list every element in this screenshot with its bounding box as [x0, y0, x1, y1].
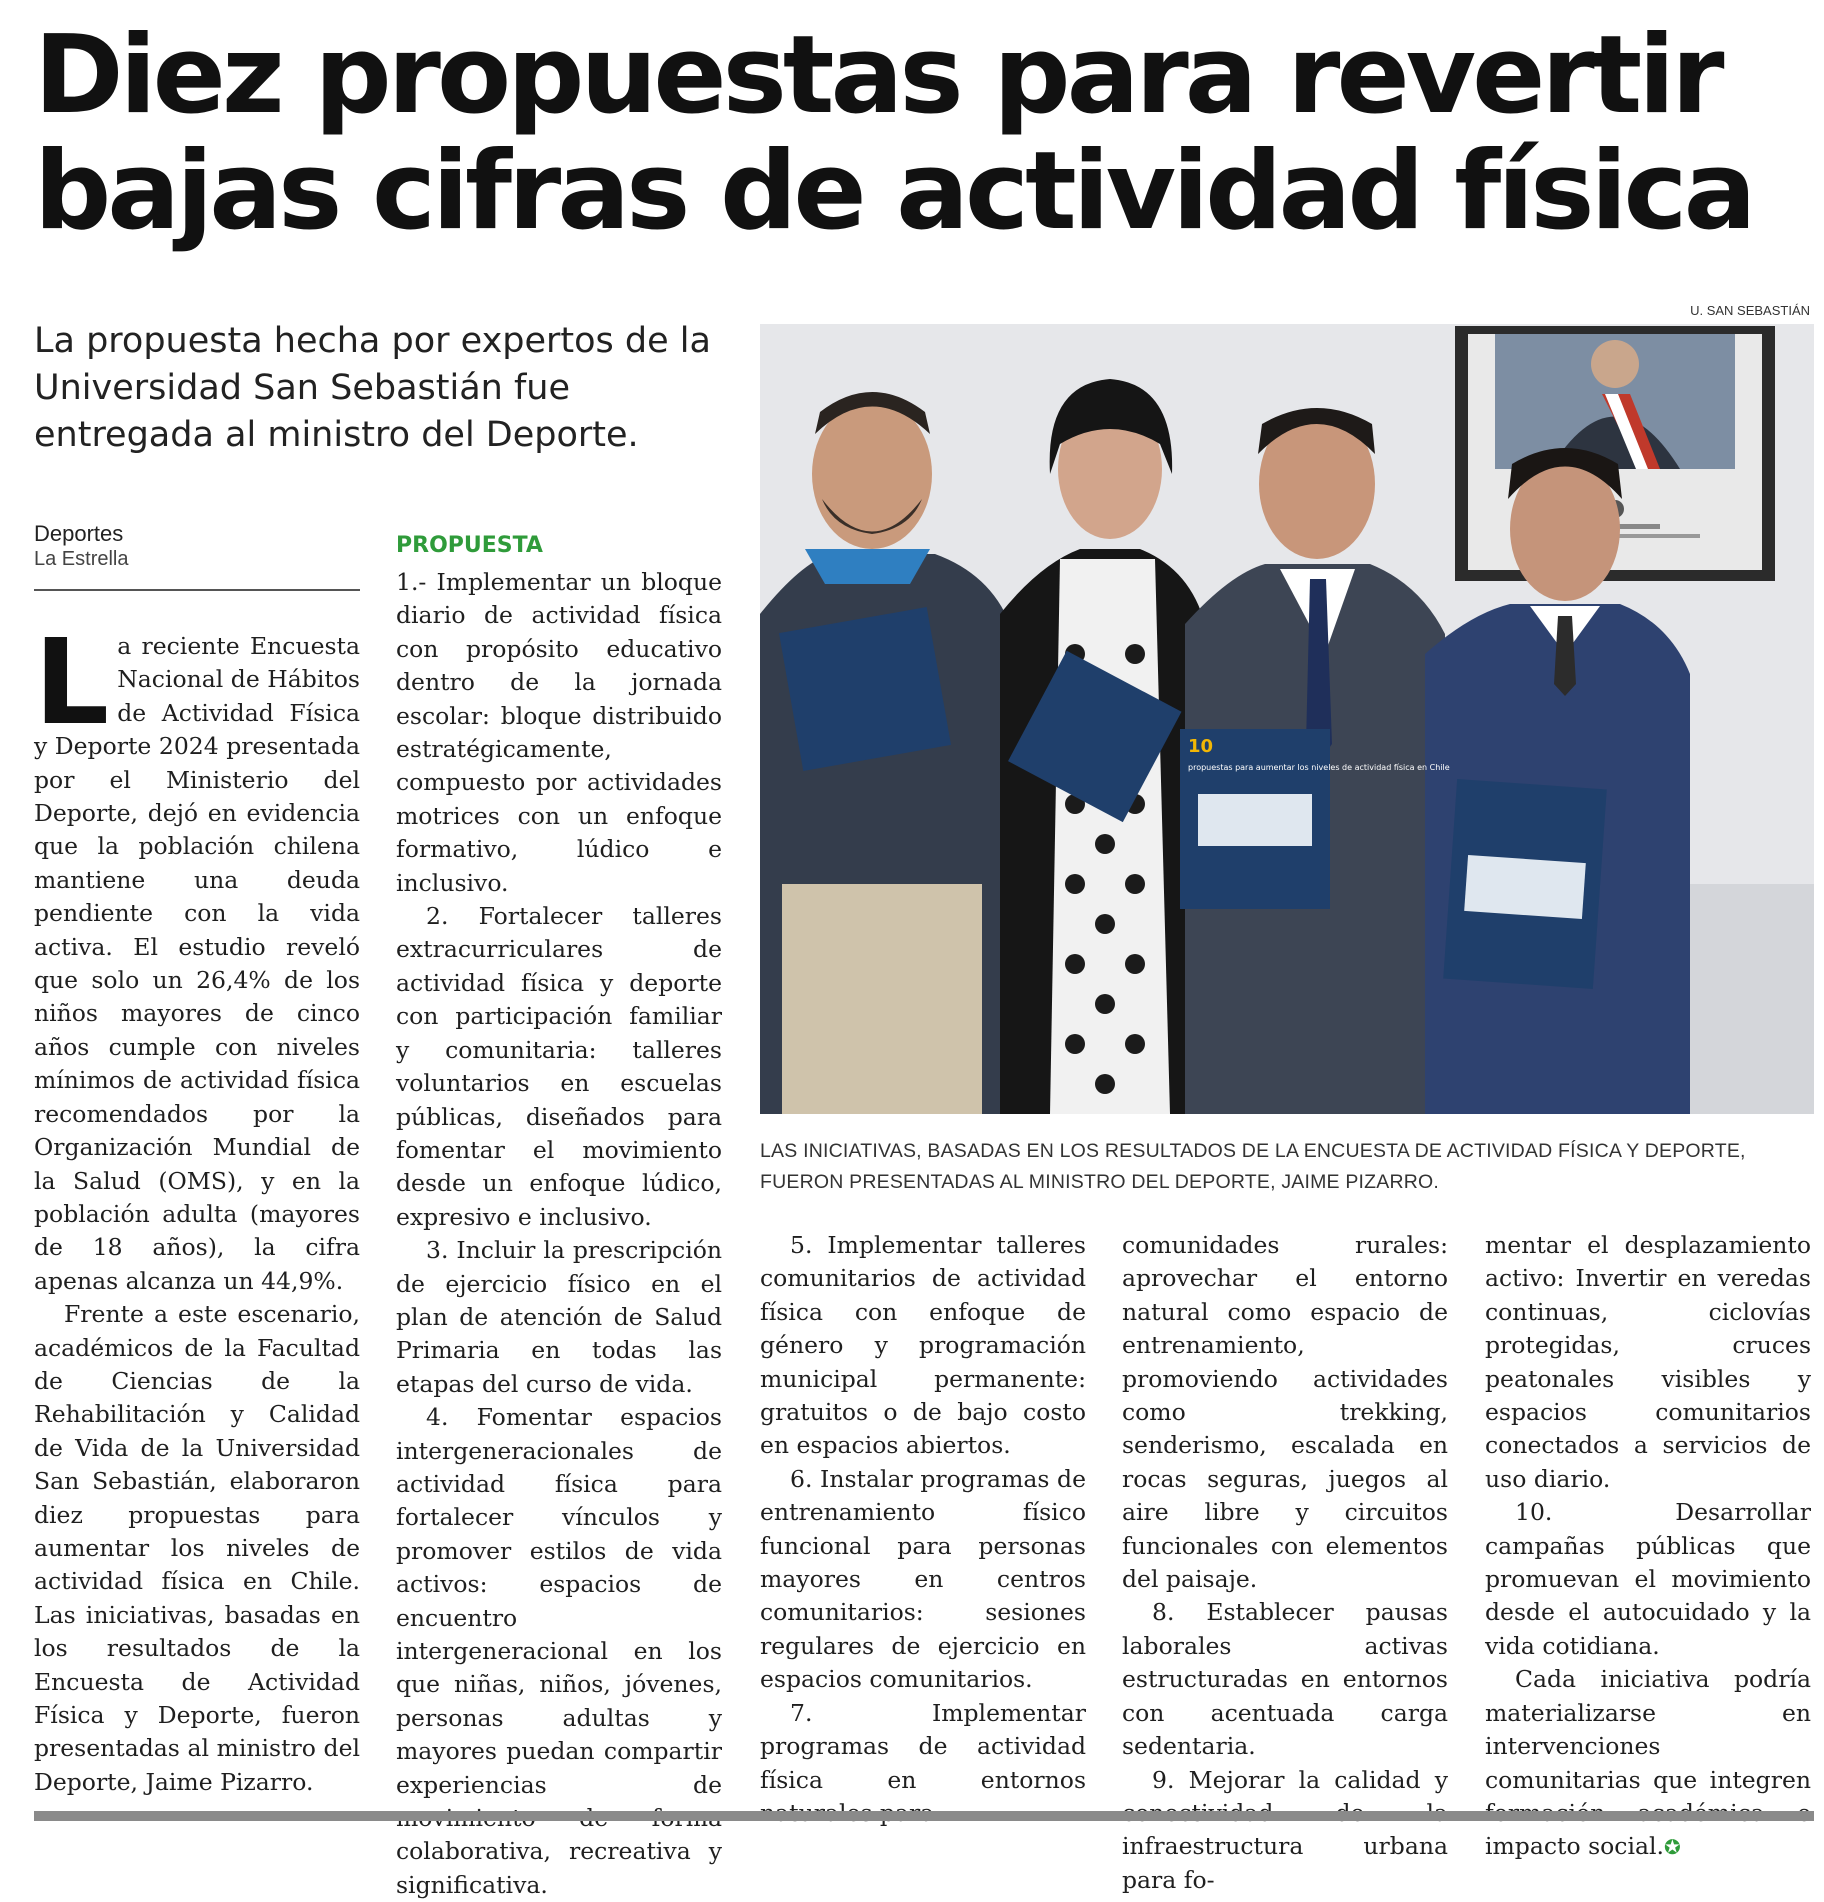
book-number: 10 [1188, 736, 1214, 757]
proposal-6: 6. Instalar programas de entrenamiento físico funcional para personas mayores en centros comunitarios: sesiones regulares de ejercicio en espacios comunitarios. [760, 1464, 1086, 1694]
proposal-2: 2. Fortalecer talleres extracurriculares de actividad física y deporte con participación familiar y comunitaria: talleres voluntarios en escuelas públicas, diseñados para fomentar el movimiento desde un enfoque lúdico, expresivo e inclusivo. [396, 902, 722, 1231]
body-column-2 [396, 566, 722, 1902]
closing-paragraph: Cada iniciativa podría materializarse en intervenciones comunitarias que integren impacto social.✪ [1485, 1665, 1811, 1861]
headline [34, 13, 1794, 254]
proposal-5: 5. Implementar talleres comunitarios de actividad física con enfoque de género y programación municipal permanente: gratuitos o de bajo costo en espacios abiertos. [760, 1231, 1086, 1460]
byline-divider [34, 589, 360, 591]
proposal-9-continued: mentar el desplazamiento activo: Invertir en veredas continuas, ciclovías protegidas, cruces peatonales visibles y espacios comunitarios conectados a servicios de uso diario. [1485, 1231, 1811, 1493]
proposal-10: 10. Desarrollar campañas públicas que promuevan el movimiento desde el autocuidado y la vida cotidiana. [1485, 1498, 1811, 1660]
news-photo [760, 324, 1814, 1114]
bottom-rule [34, 1811, 1814, 1821]
body-paragraph-1: La reciente Encuesta Nacional de Hábitos de Actividad Física y Deporte 2024 presentada por el Ministerio del Deporte, dejó en evidencia que la población chilena mantiene una deuda pendiente con la vida activa. El estudio reveló que solo un 26,4% de los niños mayores de cinco años cumple con niveles mínimos de actividad física recomendados por la Organización Mundial de la Salud (OMS), y en la población adulta (mayores de 18 años), la cifra apenas alcanza un 44,9%. [34, 613, 360, 1295]
proposal-9: 9. Mejorar la calidad y infraestructura urbana para fo- [1122, 1765, 1448, 1894]
proposal-8: 8. Establecer pausas laborales activas estructuradas en entornos con acentuada carga sedentaria. [1122, 1598, 1448, 1761]
deck: La propuesta hecha por expertos de la Universidad San Sebastián fue entregada al ministro del Deporte. [34, 321, 711, 455]
body-column-3 [760, 1229, 1086, 1830]
photo-caption-line-1: LAS INICIATIVAS, BASADAS EN LOS RESULTADOS DE LA ENCUESTA DE ACTIVIDAD FÍSICA Y DEPORTE, [760, 1140, 1746, 1162]
proposal-3: 3. Incluir la prescripción de ejercicio físico en el plan de atención de Salud Primaria en todas las etapas del curso de vida. [396, 1236, 722, 1398]
proposal-4: 4. Fomentar espacios intergeneracionales de actividad física para fortalecer vínculos y promover estilos de vida activos: espacios de encuentro intergeneracional en los que niñas, niños, jóvenes, personas adultas y mayores puedan compartir experiencias de colaborativa, recreativa y significativa. [396, 1403, 722, 1899]
body-column-5 [1485, 1229, 1811, 1865]
body-column-4 [1122, 1229, 1448, 1897]
photo-caption-line-2: FUERON PRESENTADAS AL MINISTRO DEL DEPORTE, JAIME PIZARRO. [760, 1171, 1440, 1193]
photo-credit: U. SAN SEBASTIÁN [1690, 303, 1810, 318]
photo-illustration [760, 324, 1814, 1114]
body-paragraph-2: Frente a este escenario, académicos de la Facultad de Ciencias de la Rehabilitación y Calidad de Vida de la Universidad San Sebastián, elaboraron diez propuestas para aumentar los niveles de actividad física en Chile. Las iniciativas, basadas en los resultados de la Encuesta de Actividad Física y Deporte, fueron presentadas al ministro del Deporte, Jaime Pizarro. [34, 1300, 360, 1796]
proposals-kicker: PROPUESTA [396, 533, 543, 558]
byline-section: Deportes [34, 521, 124, 546]
headline-line-2: bajas cifras de actividad física [34, 129, 1753, 254]
body-column-1 [34, 613, 360, 1799]
byline [34, 520, 360, 571]
end-mark-icon: ✪ [1663, 1835, 1681, 1860]
proposal-1: 1.- Implementar un bloque diario de actividad física con propósito educativo dentro de la jornada escolar: bloque distribuido estratégicamente, compuesto por actividades motrices con un enfoque formativo, lúdico e inclusivo. [396, 568, 722, 897]
proposal-7: 7. Implementar programas de actividad física en entornos [760, 1698, 1086, 1794]
dropcap: L [34, 613, 110, 751]
byline-source: La Estrella [34, 548, 129, 570]
proposal-7-continued: comunidades rurales: aprovechar el entorno natural como espacio de entrenamiento, promoviendo actividades como trekking, senderismo, escalada en rocas seguras, juegos al aire libre y circuitos funcionales con elementos del paisaje. [1122, 1231, 1448, 1594]
photo-caption [760, 1136, 1814, 1198]
headline-line-1: Diez propuestas para revertir [34, 13, 1721, 138]
book-title: propuestas para aumentar los niveles de actividad física en Chile [1188, 763, 1450, 772]
